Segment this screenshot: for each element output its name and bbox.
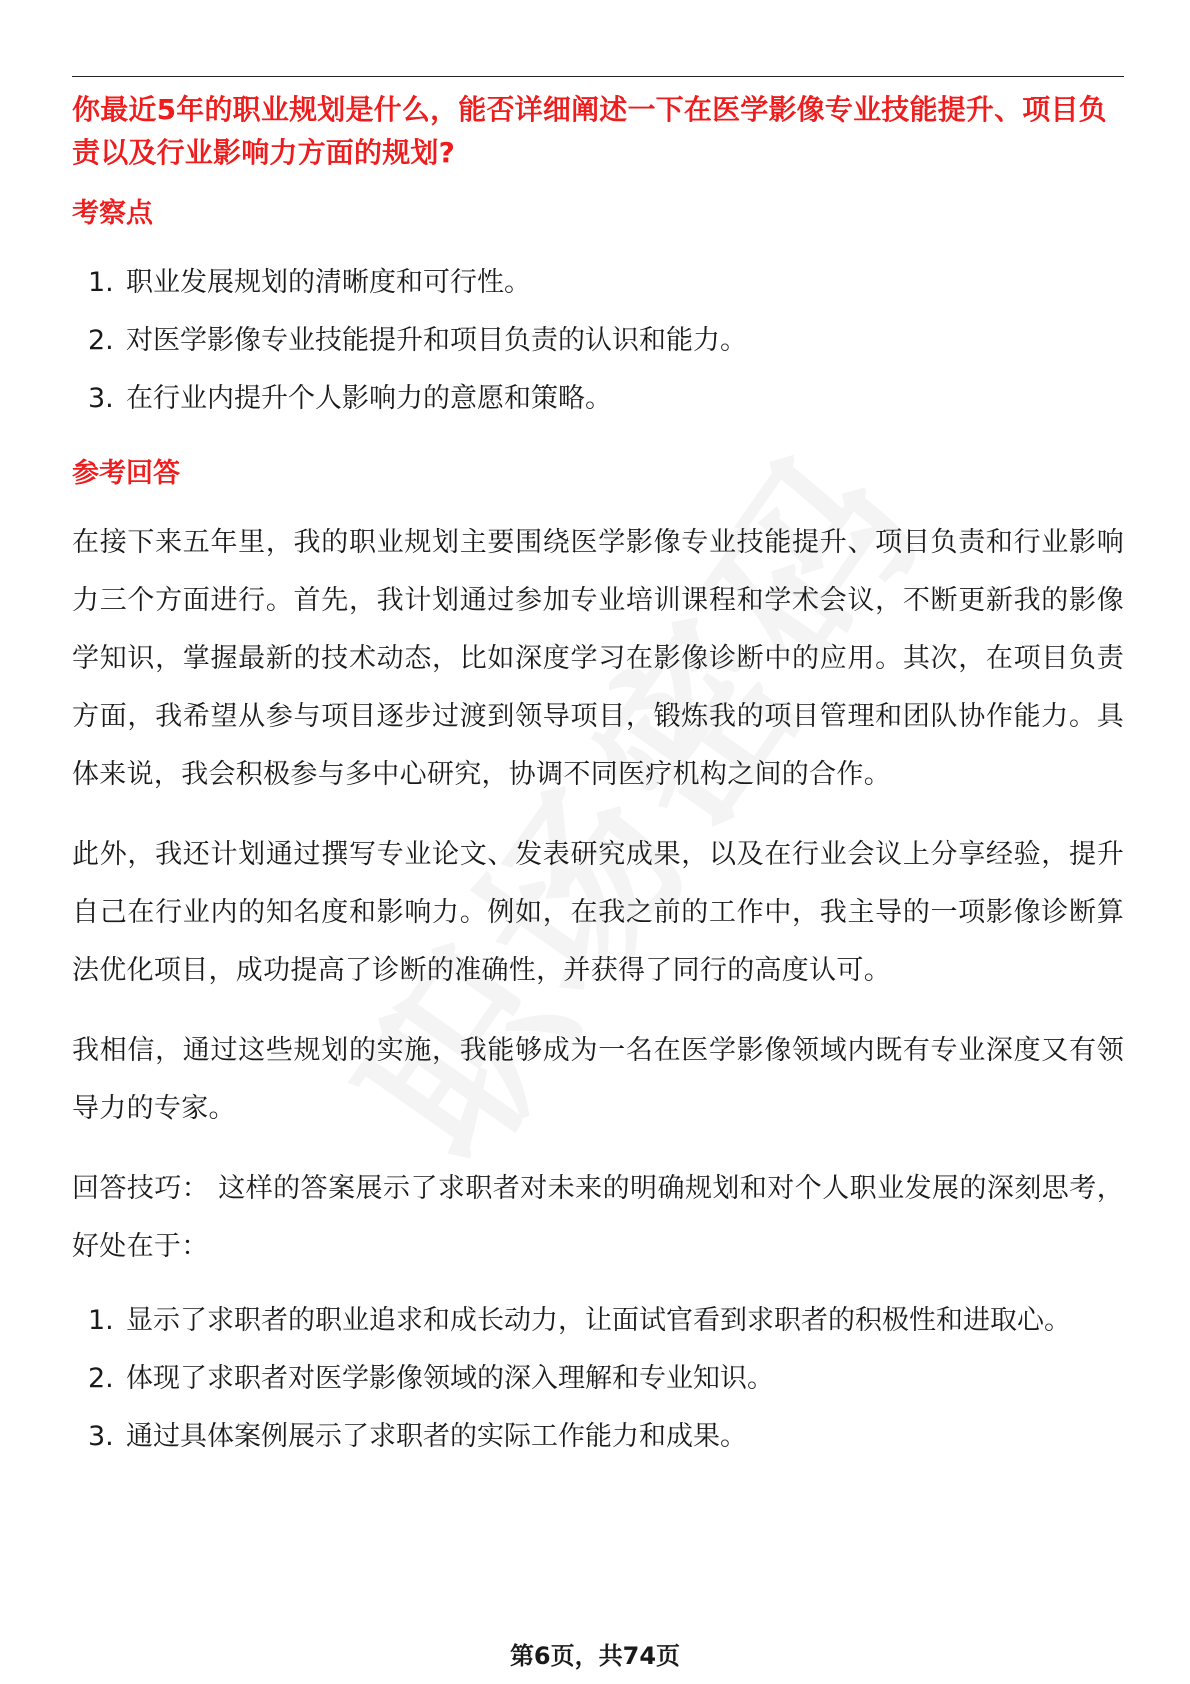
list-item [88, 1292, 1124, 1350]
answer-paragraph: 在接下来五年里，我的职业规划主要围绕医学影像专业技能提升、项目负责和行业影响力三个方面进行。首先，我计划通过参加专业培训课程和学术会议，不断更新我的影像学知识，掌握最新的技术动态，比如深度学习在影像诊断中的应用。其次，在项目负责方面，我希望从参与项目逐步过渡到领导项目，锻炼我的项目管理和团队协作能力。具体来说，我会积极参与多中心研究，协调不同医疗机构之间的合作。 [72, 527, 1124, 790]
list-item [88, 370, 1124, 428]
list-text: 通过具体案例展示了求职者的实际工作能力和成果。 [126, 1421, 747, 1452]
observe-list [72, 254, 1124, 428]
list-text: 职业发展规划的清晰度和可行性。 [126, 267, 531, 298]
answer-paragraph: 此外，我还计划通过撰写专业论文、发表研究成果，以及在行业会议上分享经验，提升自己在行业内的知名度和影响力。例如，在我之前的工作中，我主导的一项影像诊断算法优化项目，成功提高了诊断的准确性，并获得了同行的高度认可。 [72, 839, 1124, 986]
observe-heading: 考察点 [72, 198, 153, 229]
list-item [88, 254, 1124, 312]
question-title: 你最近5年的职业规划是什么，能否详细阐述一下在医学影像专业技能提升、项目负责以及行业影响力方面的规划? [72, 93, 1107, 169]
top-rule [72, 76, 1124, 77]
list-text: 对医学影像专业技能提升和项目负责的认识和能力。 [126, 325, 747, 356]
list-item [88, 1408, 1124, 1466]
list-number: 2. [88, 325, 114, 356]
document-body [72, 88, 1124, 1466]
list-item [88, 1350, 1124, 1408]
list-text: 体现了求职者对医学影像领域的深入理解和专业知识。 [126, 1363, 774, 1394]
list-text: 显示了求职者的职业追求和成长动力，让面试官看到求职者的积极性和进取心。 [126, 1305, 1071, 1336]
list-number: 1. [88, 1305, 114, 1336]
list-number: 1. [88, 267, 114, 298]
list-number: 2. [88, 1363, 114, 1394]
list-number: 3. [88, 383, 114, 414]
answer-paragraph: 我相信，通过这些规划的实施，我能够成为一名在医学影像领域内既有专业深度又有领导力的专家。 [72, 1035, 1124, 1124]
tips-list [72, 1292, 1124, 1466]
page-footer: 第6页，共74页 [509, 1642, 681, 1670]
answer-heading: 参考回答 [72, 458, 180, 489]
list-text: 在行业内提升个人影响力的意愿和策略。 [126, 383, 612, 414]
list-number: 3. [88, 1421, 114, 1452]
list-item [88, 312, 1124, 370]
tips-intro: 回答技巧： 这样的答案展示了求职者对未来的明确规划和对个人职业发展的深刻思考，好处在于： [72, 1173, 1124, 1262]
